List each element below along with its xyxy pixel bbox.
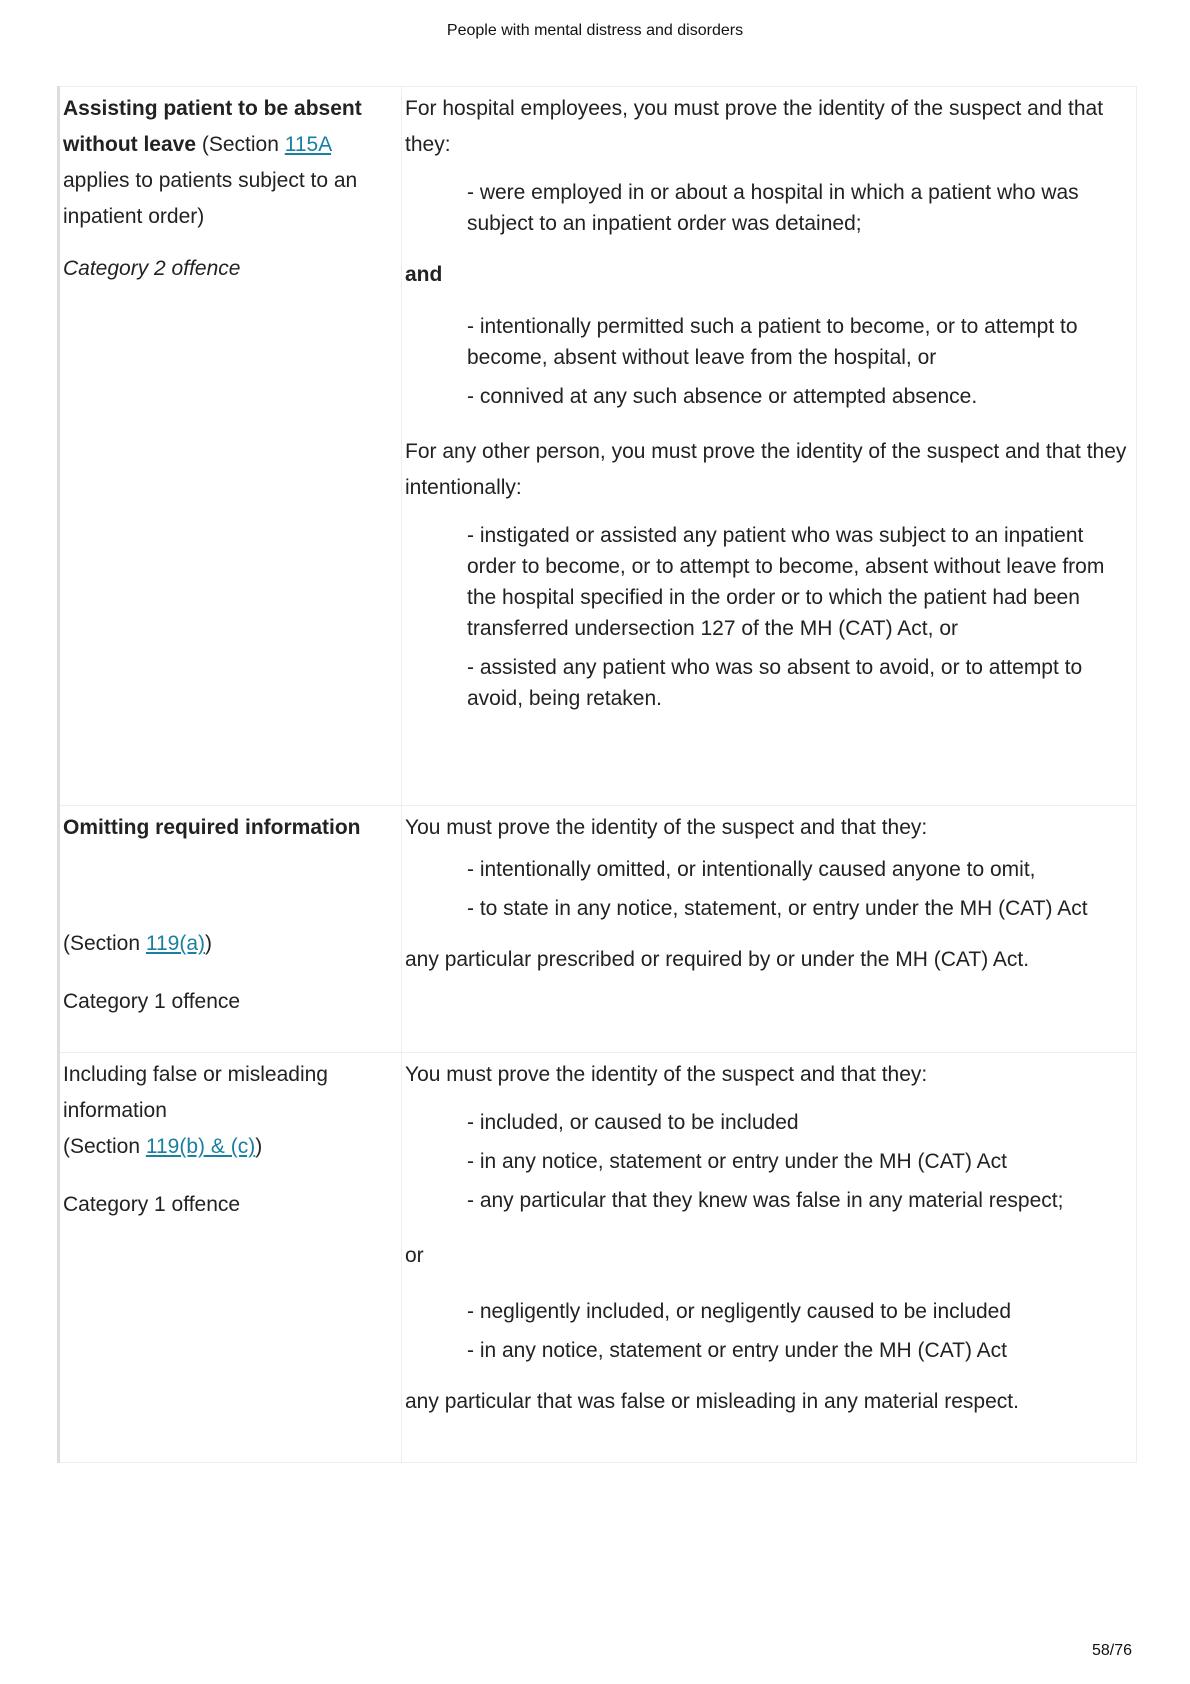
table-row: [59, 87, 1137, 806]
offences-table: [57, 86, 1137, 1463]
proof-cell: [402, 1053, 1137, 1463]
offence-cell: [59, 1053, 402, 1463]
offence-title: Omitting required information: [63, 816, 361, 839]
section-text: (Section: [196, 133, 285, 156]
category: Category 1 offence: [63, 990, 241, 1013]
list-item: - negligently included, or negligently caused to be included: [467, 1300, 1012, 1323]
offence-title: Assisting patient to be absent without leave: [63, 97, 362, 156]
list-item: - intentionally omitted, or intentionally caused anyone to omit,: [467, 858, 1036, 881]
list-item: - instigated or assisted any patient who was subject to an inpatient order to become, or to attempt to become, absent without leave from the hospital specified in the order or to which the patient had been transferred undersection 127 of the MH (CAT) Act, or: [467, 524, 1105, 640]
text: any particular that was false or misleading in any material respect.: [405, 1390, 1019, 1413]
proof-cell: [402, 806, 1137, 1053]
list-item: - included, or caused to be included: [467, 1111, 799, 1134]
offence-cell: [59, 806, 402, 1053]
text: You must prove the identity of the suspect and that they:: [405, 1063, 928, 1086]
section-link[interactable]: 119(b) & (c): [145, 1135, 256, 1158]
proof-cell: [402, 87, 1137, 806]
list-item: - connived at any such absence or attempted absence.: [467, 385, 978, 408]
page-header: People with mental distress and disorders: [446, 22, 744, 39]
text: any particular prescribed or required by or under the MH (CAT) Act.: [405, 948, 1030, 971]
list-item: - assisted any patient who was so absent to avoid, or to attempt to avoid, being retaken.: [467, 656, 1083, 710]
table-row: [59, 806, 1137, 1053]
section-text: applies to patients subject to an inpatient order): [63, 169, 358, 228]
list-item: - intentionally permitted such a patient to become, or to attempt to become, absent without leave from the hospital, or: [467, 315, 1078, 369]
list-item: - in any notice, statement or entry under the MH (CAT) Act: [467, 1150, 1007, 1173]
section-link[interactable]: 119(a): [145, 932, 206, 955]
offence-title: Including false or misleading information: [63, 1063, 328, 1122]
text: You must prove the identity of the suspect and that they:: [405, 816, 928, 839]
and-text: and: [405, 263, 443, 286]
text: For any other person, you must prove the identity of the suspect and that they intentionally:: [405, 440, 1127, 499]
section-text: ): [255, 1135, 263, 1158]
offence-cell: [59, 87, 402, 806]
text: For hospital employees, you must prove the identity of the suspect and that they:: [405, 97, 1104, 156]
section-text: (Section: [63, 932, 146, 955]
page-number: 58/76: [1092, 1642, 1133, 1659]
section-link[interactable]: 115A: [284, 133, 332, 156]
category: Category 2 offence: [63, 257, 241, 280]
list-item: - any particular that they knew was false in any material respect;: [467, 1189, 1064, 1212]
category: Category 1 offence: [63, 1193, 241, 1216]
section-text: (Section: [63, 1135, 146, 1158]
list-item: - were employed in or about a hospital in which a patient who was subject to an inpatient order was detained;: [467, 181, 1079, 235]
table-row: [59, 1053, 1137, 1463]
list-item: - in any notice, statement or entry under the MH (CAT) Act: [467, 1339, 1007, 1362]
or-text: or: [405, 1244, 424, 1267]
section-text: ): [205, 932, 213, 955]
list-item: - to state in any notice, statement, or entry under the MH (CAT) Act: [467, 897, 1088, 920]
